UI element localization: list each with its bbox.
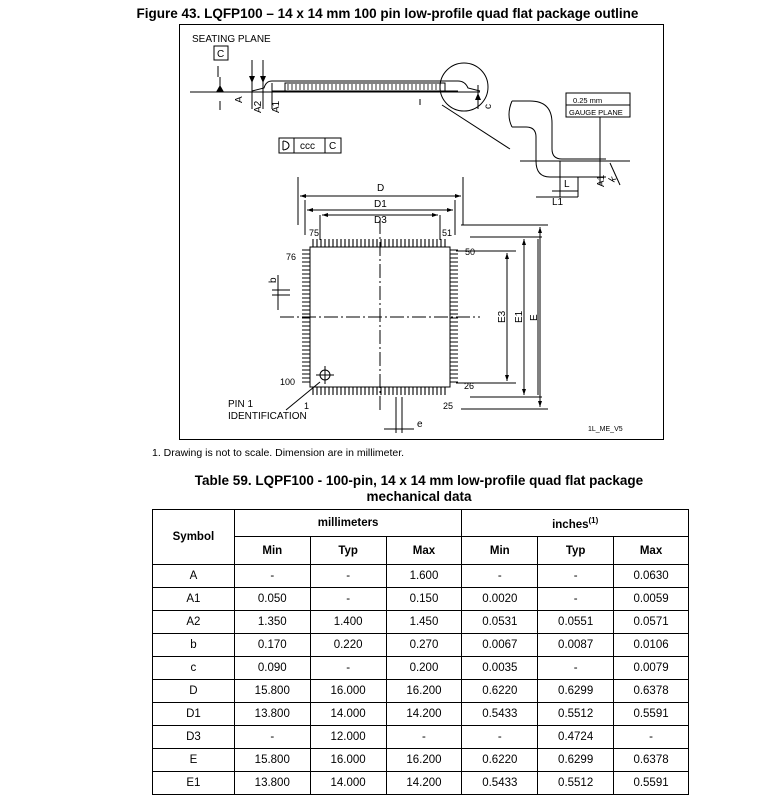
table-cell: 0.6220	[462, 680, 538, 703]
table-cell: 0.0020	[462, 588, 538, 611]
table-row	[153, 657, 689, 680]
dim-d1-label: D1	[374, 199, 387, 210]
package-outline-drawing	[179, 24, 664, 440]
table-cell: 0.6299	[538, 680, 614, 703]
table-cell: 16.000	[310, 749, 386, 772]
mm-typ-header: Typ	[310, 537, 386, 565]
datum-c-label: C	[217, 49, 225, 60]
table-cell: 0.4724	[538, 726, 614, 749]
table-cell: 0.090	[234, 657, 310, 680]
pin1-id-line2: IDENTIFICATION	[228, 411, 307, 422]
table-row	[153, 749, 689, 772]
table-cell: 14.200	[386, 703, 462, 726]
table-cell: 0.050	[234, 588, 310, 611]
table-cell: 0.0087	[538, 634, 614, 657]
table-row	[153, 703, 689, 726]
table-cell: 16.000	[310, 680, 386, 703]
dim-c-label: c	[483, 104, 494, 109]
table-row	[153, 680, 689, 703]
dim-b-label: b	[268, 277, 279, 283]
inches-footnote-ref: (1)	[588, 515, 599, 525]
table-cell: E1	[153, 772, 235, 795]
reference-code: 1L_ME_V5	[588, 426, 623, 433]
table-cell: 0.0106	[614, 634, 689, 657]
table-cell: -	[614, 726, 689, 749]
table-cell: D	[153, 680, 235, 703]
lead-l1-label: L1	[552, 197, 564, 208]
table-cell: 0.0059	[614, 588, 689, 611]
table-cell: 0.0630	[614, 565, 689, 588]
dim-e-pitch-label: e	[417, 419, 423, 430]
drawing-note: 1. Drawing is not to scale. Dimension are in millimeter.	[152, 447, 405, 459]
dim-e3-label: E3	[497, 310, 508, 323]
table-cell: 0.6220	[462, 749, 538, 772]
table-cell: 14.000	[310, 772, 386, 795]
mechanical-data-table	[152, 509, 689, 795]
seating-plane-label: SEATING PLANE	[192, 34, 271, 45]
table-row	[153, 565, 689, 588]
table-cell: 0.0067	[462, 634, 538, 657]
figure-title: Figure 43. LQFP100 – 14 x 14 mm 100 pin low-profile quad flat package outline	[136, 6, 639, 21]
table-cell: 0.220	[310, 634, 386, 657]
pin50-label: 50	[465, 247, 476, 257]
table-cell: 14.000	[310, 703, 386, 726]
table-cell: 1.600	[386, 565, 462, 588]
table-cell: 1.450	[386, 611, 462, 634]
dim-a2-label: A2	[253, 100, 264, 113]
pin76-label: 76	[286, 252, 297, 262]
millimeters-header: millimeters	[234, 510, 462, 537]
in-max-header: Max	[614, 537, 689, 565]
table-cell: A2	[153, 611, 235, 634]
table-cell: 16.200	[386, 680, 462, 703]
table-cell: -	[462, 726, 538, 749]
pin1-label: 1	[304, 401, 310, 411]
table-cell: 0.5591	[614, 703, 689, 726]
ccc-datum-label: C	[329, 141, 337, 152]
table-cell: 15.800	[234, 749, 310, 772]
table-cell: 0.150	[386, 588, 462, 611]
top-view-arrows	[300, 194, 542, 407]
dim-big-e-label: E	[529, 314, 540, 321]
table-cell: 0.270	[386, 634, 462, 657]
lead-l-label: L	[564, 179, 570, 190]
mm-min-header: Min	[234, 537, 310, 565]
table-cell: -	[386, 726, 462, 749]
table-cell: 0.0571	[614, 611, 689, 634]
table-title-line2: mechanical data	[366, 489, 472, 504]
table-cell: 14.200	[386, 772, 462, 795]
table-cell: -	[538, 588, 614, 611]
mm-max-header: Max	[386, 537, 462, 565]
table-cell: 1.400	[310, 611, 386, 634]
table-cell: 13.800	[234, 772, 310, 795]
table-cell: 12.000	[310, 726, 386, 749]
ccc-label: ccc	[300, 141, 315, 152]
table-cell: 0.0079	[614, 657, 689, 680]
inches-header: inches$^{(1)}$	[462, 510, 689, 537]
dim-a1-label: A1	[271, 100, 282, 113]
table-cell: 0.0035	[462, 657, 538, 680]
table-cell: E	[153, 749, 235, 772]
table-cell: 0.5433	[462, 703, 538, 726]
table-cell: -	[310, 657, 386, 680]
pin1-id-line1: PIN 1	[228, 399, 254, 410]
pin51-label: 51	[442, 228, 453, 238]
table-row	[153, 634, 689, 657]
pin25-label: 25	[443, 401, 454, 411]
gauge-k-label: k	[607, 174, 620, 185]
table-cell: b	[153, 634, 235, 657]
table-cell: 0.170	[234, 634, 310, 657]
table-cell: 13.800	[234, 703, 310, 726]
table-title-line1: Table 59. LQPF100 - 100-pin, 14 x 14 mm low-profile quad flat package	[194, 473, 644, 488]
table-row	[153, 611, 689, 634]
table-cell: A1	[153, 588, 235, 611]
in-min-header: Min	[462, 537, 538, 565]
pin75-label: 75	[309, 228, 320, 238]
pin100-label: 100	[280, 377, 296, 387]
table-cell: 16.200	[386, 749, 462, 772]
table-cell: 0.6299	[538, 749, 614, 772]
table-cell: -	[538, 657, 614, 680]
table-cell: -	[310, 588, 386, 611]
table-cell: D3	[153, 726, 235, 749]
dim-a-label: A	[234, 96, 245, 103]
gauge-plane-label: GAUGE PLANE	[569, 108, 623, 117]
table-cell: 0.5512	[538, 703, 614, 726]
table-cell: -	[310, 565, 386, 588]
table-cell: 0.5433	[462, 772, 538, 795]
side-view	[190, 60, 510, 149]
table-row	[153, 588, 689, 611]
table-cell: 15.800	[234, 680, 310, 703]
table-cell: -	[234, 565, 310, 588]
pin26-label: 26	[464, 381, 475, 391]
table-cell: A	[153, 565, 235, 588]
table-row	[153, 772, 689, 795]
table-cell: -	[234, 726, 310, 749]
table-cell: -	[538, 565, 614, 588]
table-title	[0, 473, 775, 505]
table-cell: 0.0531	[462, 611, 538, 634]
table-cell: 0.5512	[538, 772, 614, 795]
side-view-leads	[288, 84, 440, 90]
dim-d3-label: D3	[374, 215, 387, 226]
table-cell: D1	[153, 703, 235, 726]
table-cell: 0.0551	[538, 611, 614, 634]
table-cell: -	[462, 565, 538, 588]
table-cell: 0.5591	[614, 772, 689, 795]
dim-d-label: D	[377, 183, 385, 194]
gauge-a1-label: A1	[596, 174, 607, 187]
dim-e1-label: E1	[514, 310, 525, 323]
gauge-value-label: 0.25 mm	[573, 96, 603, 105]
table-row	[153, 726, 689, 749]
table-cell: 0.6378	[614, 749, 689, 772]
table-cell: c	[153, 657, 235, 680]
table-cell: 0.6378	[614, 680, 689, 703]
table-cell: 0.200	[386, 657, 462, 680]
symbol-header: Symbol	[153, 510, 235, 565]
in-typ-header: Typ	[538, 537, 614, 565]
table-cell: 1.350	[234, 611, 310, 634]
